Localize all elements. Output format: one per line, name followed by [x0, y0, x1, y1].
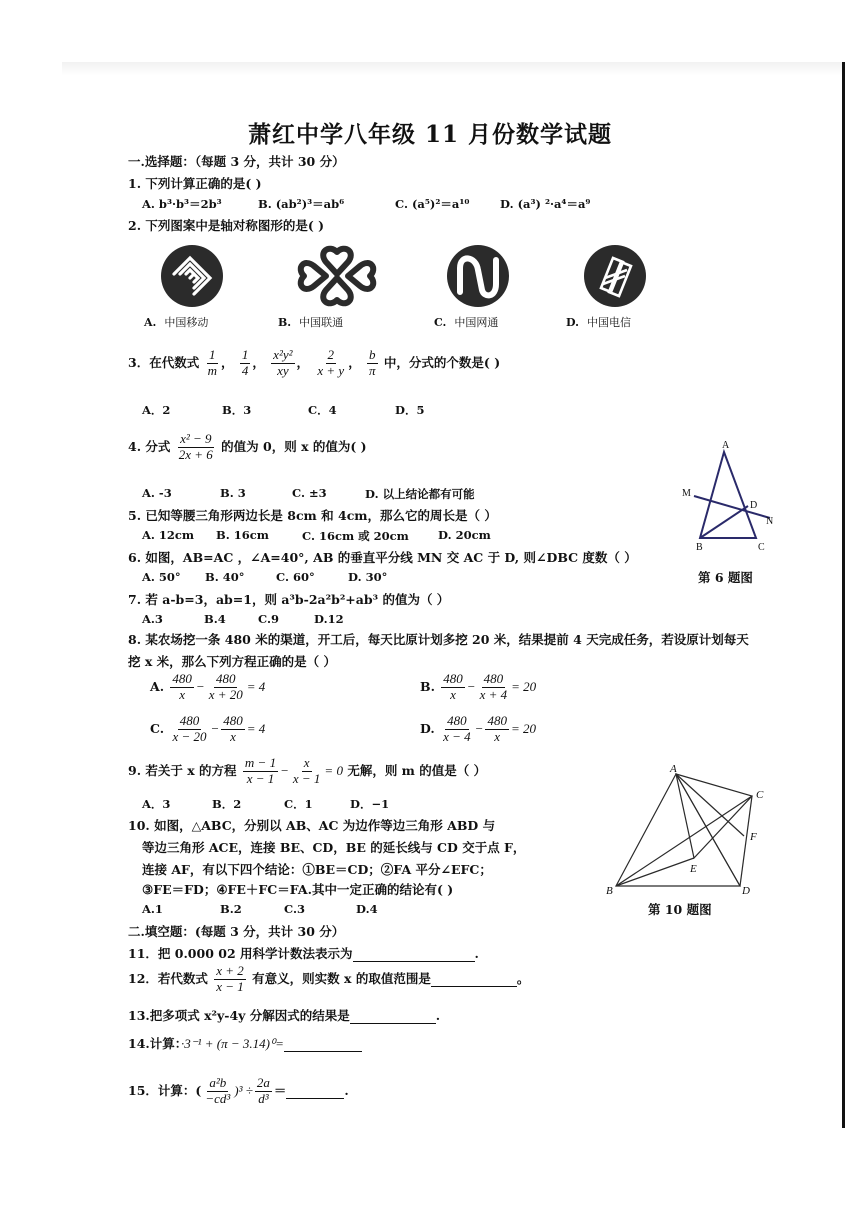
- q9-option-b: B．2: [212, 797, 242, 811]
- fig10-label-f: F: [750, 831, 757, 843]
- fig6-label-d: D: [750, 500, 758, 511]
- q2-stem: 2. 下列图案中是轴对称图形的是( ): [128, 218, 325, 233]
- q2-option-b: B. 中国联通: [278, 316, 344, 329]
- fig10-label-a: A: [670, 763, 677, 775]
- q6-stem: 6. 如图，AB=AC ，∠A=40°, AB 的垂直平分线 MN 交 AC 于 D, 则∠DBC 度数（ ）: [128, 550, 637, 565]
- china-mobile-logo: [160, 244, 224, 308]
- q7-option-a: A.3: [142, 612, 163, 626]
- q3-fraction-2: $\frac{1}{4}$: [241, 347, 249, 378]
- q1-option-c: C. (a⁵)²＝a¹⁰: [395, 197, 470, 211]
- figure-q6-triangle: [678, 438, 788, 558]
- q4-stem: 4. 分式 $\frac{\text{x² − 9}}{2x + 6}$ 的值为 0，则 x 的值为( ): [128, 431, 367, 462]
- fig6-label-n: N: [766, 516, 774, 527]
- q10-option-a: A.1: [142, 902, 163, 916]
- q3-option-b: B．3: [222, 403, 252, 417]
- q11-answer-blank[interactable]: [353, 946, 475, 962]
- q8-line-1: 8. 某农场挖一条 480 米的渠道，开工后，每天比原计划多挖 20 米，结果提前 4 天完成任务，若设原计划每天: [128, 632, 749, 647]
- q7-option-d: D.12: [314, 612, 344, 626]
- q5-option-d: D. 20cm: [438, 528, 491, 542]
- q9-option-a: A．3: [142, 797, 171, 811]
- q8-line-2: 挖 x 米，那么下列方程正确的是（ ）: [128, 654, 337, 669]
- q14-stem: 14.计算：·3⁻¹ + (π − 3.14)⁰=: [128, 1034, 362, 1052]
- q5-option-c: C. 16cm 或 20cm: [302, 529, 409, 543]
- q4-option-a: A. -3: [142, 486, 172, 500]
- q10-line-4: ③FE＝FD；④FE＋FC＝FA.其中一定正确的结论有( ): [142, 882, 454, 897]
- section-choice-heading: 一.选择题：（每题 3 分，共计 30 分）: [128, 154, 345, 169]
- fig10-label-c: C: [756, 789, 764, 801]
- fig10-label-e: E: [690, 863, 697, 875]
- q6-option-b: B. 40°: [205, 570, 245, 584]
- q12-answer-blank[interactable]: [431, 971, 517, 987]
- q6-option-c: C. 60°: [276, 570, 315, 584]
- q10-line-3: 连接 AF，有以下四个结论：①BE＝CD；②FA 平分∠EFC；: [142, 862, 492, 877]
- q3-fraction-4: $\frac{2}{x + y}$: [317, 347, 345, 378]
- q13-answer-blank[interactable]: [350, 1008, 436, 1024]
- q3-fraction-3: $\frac{\text{x²y²}}{xy}$: [273, 347, 293, 378]
- q1-stem: 1. 下列计算正确的是( ): [128, 176, 262, 191]
- q4-option-b: B. 3: [220, 486, 246, 500]
- q5-stem: 5. 已知等腰三角形两边长是 8cm 和 4cm，那么它的周长是（ ）: [128, 508, 497, 523]
- q1-option-d: D. (a³) ²·a⁴＝a⁹: [500, 197, 591, 211]
- q1-option-a: A. b³·b³＝2b³: [142, 197, 222, 211]
- scan-edge-shadow: [62, 62, 842, 76]
- q3-option-c: C．4: [308, 403, 337, 417]
- q11-stem: 11．把 0.000 02 用科学计数法表示为 .: [128, 946, 479, 961]
- q2-option-a: A. 中国移动: [144, 316, 209, 329]
- fig6-label-b: B: [696, 542, 703, 553]
- q7-stem: 7. 若 a-b=3，ab=1，则 a³b-2a²b²+ab³ 的值为（ ）: [128, 592, 450, 607]
- q8-option-c: C. $\frac{480}{x - 20}$ − $\frac{480}{x}$ = 4: [150, 713, 266, 744]
- q9-stem: 9. 若关于 x 的方程 $\frac{m - 1}{x - 1}$ − $\frac{x}{x - 1}$ = 0 无解，则 m 的值是（ ）: [128, 755, 487, 786]
- q9-option-c: C．1: [284, 797, 313, 811]
- q4-option-c: C. ±3: [292, 486, 327, 500]
- q3-fraction-1: $\frac{1}{m}$: [207, 347, 217, 378]
- q7-option-c: C.9: [258, 612, 279, 626]
- q15-answer-blank[interactable]: [286, 1083, 344, 1099]
- q4-fraction: $\frac{\text{x² − 9}}{2x + 6}$: [178, 431, 213, 462]
- q6-option-d: D. 30°: [348, 570, 388, 584]
- q10-option-b: B.2: [220, 902, 242, 916]
- q10-option-d: D.4: [356, 902, 378, 916]
- fig6-label-c: C: [758, 542, 765, 553]
- q12-stem: 12．若代数式 $\frac{x + 2}{x - 1}$ 有意义，则实数 x 的取值范围是 。: [128, 963, 530, 994]
- q7-option-b: B.4: [204, 612, 226, 626]
- q8-option-a: A. $\frac{480}{x}$ − $\frac{480}{x + 20}$ = 4: [150, 671, 266, 702]
- q10-line-1: 10. 如图，△ABC，分别以 AB、AC 为边作等边三角形 ABD 与: [128, 818, 496, 833]
- figure-q10-triangles: [604, 760, 770, 898]
- q3-fraction-5: $\frac{b}{\pi}$: [369, 347, 376, 378]
- q3-option-a: A．2: [142, 403, 171, 417]
- q9-option-d: D．−1: [350, 797, 390, 811]
- q3-option-d: D．5: [395, 403, 425, 417]
- fig6-label-m: M: [682, 488, 691, 499]
- fig6-label-a: A: [722, 440, 730, 451]
- q1-option-b: B. (ab²)³＝ab⁶: [258, 197, 345, 211]
- figure-q6-caption: 第 6 题图: [698, 570, 753, 585]
- section-fill-heading: 二.填空题：(每题 3 分，共计 30 分）: [128, 924, 345, 939]
- q14-answer-blank[interactable]: [284, 1036, 362, 1052]
- q3-stem: 3．在代数式 $\frac{1}{m}$ ， $\frac{1}{4}$ ， $\frac{\text{x²y²}}{xy}$ ， $\frac{2}{x + y}$ ， $\frac{b}{\pi}$ 中，分式的个数是( ): [128, 347, 501, 378]
- q13-stem: 13.把多项式 x²y-4y 分解因式的结果是 .: [128, 1008, 441, 1023]
- page-title: 萧红中学八年级 11 月份数学试题: [247, 121, 613, 148]
- china-telecom-logo: [583, 244, 647, 308]
- china-netcom-logo: [446, 244, 510, 308]
- q15-stem: 15．计算：( $\frac{\text{a²b}}{\text{−cd³}}$ )³ ÷ $\frac{2a}{\text{d³}}$ ＝ .: [128, 1075, 349, 1106]
- q8-option-d: D. $\frac{480}{x - 4}$ − $\frac{480}{x}$ = 20: [420, 713, 536, 744]
- q10-option-c: C.3: [284, 902, 305, 916]
- q4-option-d: D. 以上结论都有可能: [365, 487, 475, 501]
- china-unicom-logo: [296, 244, 360, 308]
- q10-line-2: 等边三角形 ACE，连接 BE、CD，BE 的延长线与 CD 交于点 F，: [142, 840, 526, 855]
- fig10-label-b: B: [606, 885, 613, 897]
- figure-q10-caption: 第 10 题图: [648, 902, 712, 917]
- q2-option-d: D. 中国电信: [566, 316, 631, 329]
- q5-option-a: A. 12cm: [142, 528, 195, 542]
- page-border-line: [842, 62, 845, 1128]
- fig10-label-d: D: [742, 885, 750, 897]
- q5-option-b: B. 16cm: [216, 528, 269, 542]
- q2-option-c: C. 中国网通: [434, 316, 499, 329]
- q8-option-b: B. $\frac{480}{x}$ − $\frac{480}{x + 4}$ = 20: [420, 671, 537, 702]
- q6-option-a: A. 50°: [142, 570, 181, 584]
